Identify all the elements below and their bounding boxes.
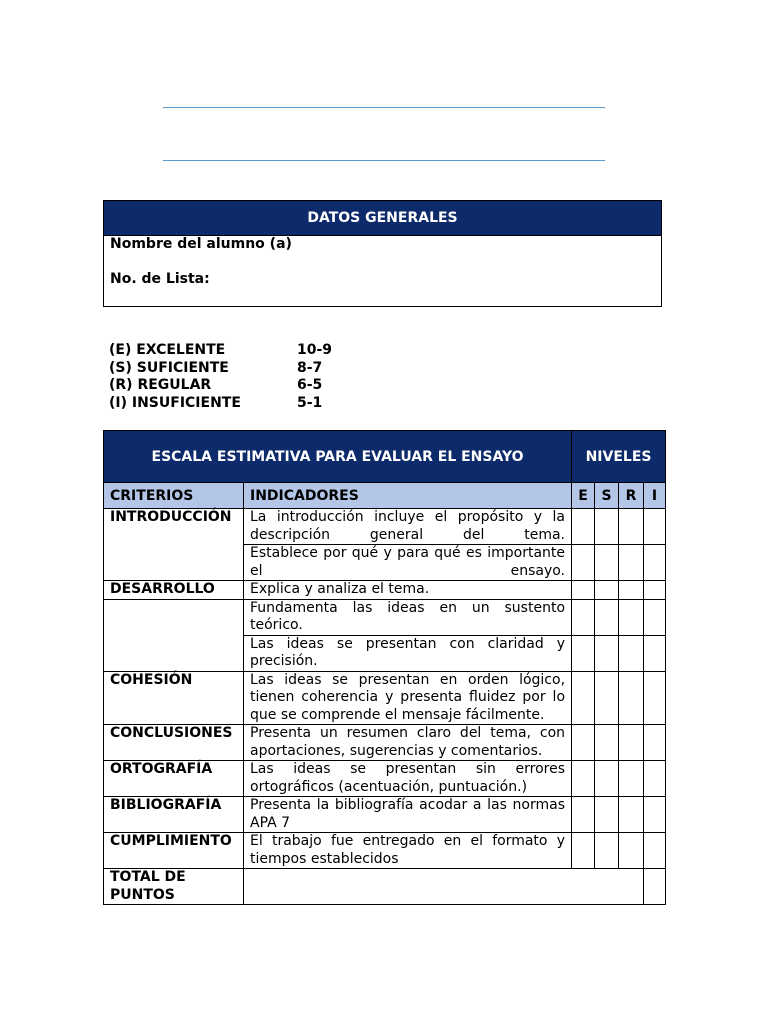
score-cell-s[interactable] [595,509,619,545]
score-cell-s[interactable] [595,761,619,797]
scale-range: 5-1 [297,394,323,411]
rubric-title: ESCALA ESTIMATIVA PARA EVALUAR EL ENSAYO [104,431,572,483]
criterio-cell: BIBLIOGRAFÍA [104,797,244,833]
indicador-cell: Presenta un resumen claro del tema, con aportaciones, sugerencias y comentarios. [244,725,572,761]
score-cell-i[interactable] [644,761,666,797]
scale-legend [109,342,332,412]
indicador-cell: El trabajo fue entregado en el formato y tiempos establecidos [244,833,572,869]
criterio-cell: ORTOGRAFÍA [104,761,244,797]
indicador-cell: Explica y analiza el tema. [244,581,572,600]
level-header-s: S [595,483,619,509]
score-cell-s[interactable] [595,635,619,671]
score-cell-r[interactable] [619,761,644,797]
datos-generales-body [104,236,661,306]
scale-range: 6-5 [297,377,323,393]
score-cell-s[interactable] [595,545,619,581]
score-cell-e[interactable] [572,635,595,671]
indicador-cell: Presenta la bibliografía acodar a las normas APA 7 [244,797,572,833]
scale-label: (I) INSUFICIENTE [109,394,241,411]
score-cell-e[interactable] [572,599,595,635]
criterio-cell: CONCLUSIONES [104,725,244,761]
score-cell-i[interactable] [644,833,666,869]
score-cell-e[interactable] [572,833,595,869]
score-cell-e[interactable] [572,509,595,545]
level-header-e: E [572,483,595,509]
niveles-header: NIVELES [572,431,666,483]
score-cell-i[interactable] [644,725,666,761]
nombre-alumno-label: Nombre del alumno (a) [110,236,292,252]
criterio-cell: INTRODUCCIÓN [104,509,244,545]
scale-label: (R) REGULAR [109,377,212,393]
indicador-cell: Fundamenta las ideas en un sustento teórico. [244,599,572,635]
scale-range: 10-9 [297,342,333,358]
scale-row [109,377,332,395]
score-cell-r[interactable] [619,671,644,725]
criterio-cell [104,545,244,581]
score-cell-r[interactable] [619,635,644,671]
total-puntos-value[interactable] [644,869,666,905]
score-cell-i[interactable] [644,509,666,545]
score-cell-r[interactable] [619,833,644,869]
score-cell-s[interactable] [595,725,619,761]
score-cell-e[interactable] [572,797,595,833]
criterio-cell: DESARROLLO [104,581,244,600]
score-cell-i[interactable] [644,599,666,635]
datos-generales-title: DATOS GENERALES [104,201,661,236]
score-cell-s[interactable] [595,581,619,600]
score-cell-r[interactable] [619,545,644,581]
score-cell-e[interactable] [572,671,595,725]
score-cell-e[interactable] [572,761,595,797]
indicador-cell: Establece por qué y para qué es importante el ensayo. [244,545,572,581]
indicador-cell: La introducción incluye el propósito y la descripción general del tema. [244,509,572,545]
score-cell-i[interactable] [644,797,666,833]
total-puntos-blank [244,869,644,905]
scale-row [109,360,332,378]
criterios-header: CRITERIOS [104,483,244,509]
criterio-cell [104,599,244,635]
criterio-cell: COHESIÓN [104,671,244,725]
score-cell-s[interactable] [595,599,619,635]
score-cell-i[interactable] [644,671,666,725]
indicador-cell: Las ideas se presentan sin errores ortográficos (acentuación, puntuación.) [244,761,572,797]
score-cell-i[interactable] [644,635,666,671]
scale-row [109,342,332,360]
level-header-r: R [619,483,644,509]
score-cell-i[interactable] [644,581,666,600]
indicador-cell: Las ideas se presentan con claridad y precisión. [244,635,572,671]
score-cell-s[interactable] [595,797,619,833]
scale-row [109,395,332,413]
score-cell-r[interactable] [619,509,644,545]
criterio-cell: CUMPLIMIENTO [104,833,244,869]
score-cell-r[interactable] [619,581,644,600]
header-rule-top [163,107,605,108]
scale-label: (S) SUFICIENTE [109,359,229,376]
level-header-i: I [644,483,666,509]
score-cell-r[interactable] [619,725,644,761]
total-puntos-label: TOTAL DE PUNTOS [104,869,244,905]
header-rule-bottom [163,160,605,161]
score-cell-i[interactable] [644,545,666,581]
rubric-table [103,430,666,905]
indicador-cell: Las ideas se presentan en orden lógico, tienen coherencia y presenta fluidez por lo que se comprende el mensaje fácilmente. [244,671,572,725]
score-cell-s[interactable] [595,833,619,869]
score-cell-r[interactable] [619,599,644,635]
score-cell-r[interactable] [619,797,644,833]
score-cell-s[interactable] [595,671,619,725]
score-cell-e[interactable] [572,581,595,600]
scale-label: (E) EXCELENTE [109,342,226,358]
indicadores-header: INDICADORES [244,483,572,509]
scale-range: 8-7 [297,359,323,376]
numero-lista-label: No. de Lista: [110,271,210,287]
score-cell-e[interactable] [572,725,595,761]
datos-generales-box [103,200,662,307]
score-cell-e[interactable] [572,545,595,581]
criterio-cell [104,635,244,671]
